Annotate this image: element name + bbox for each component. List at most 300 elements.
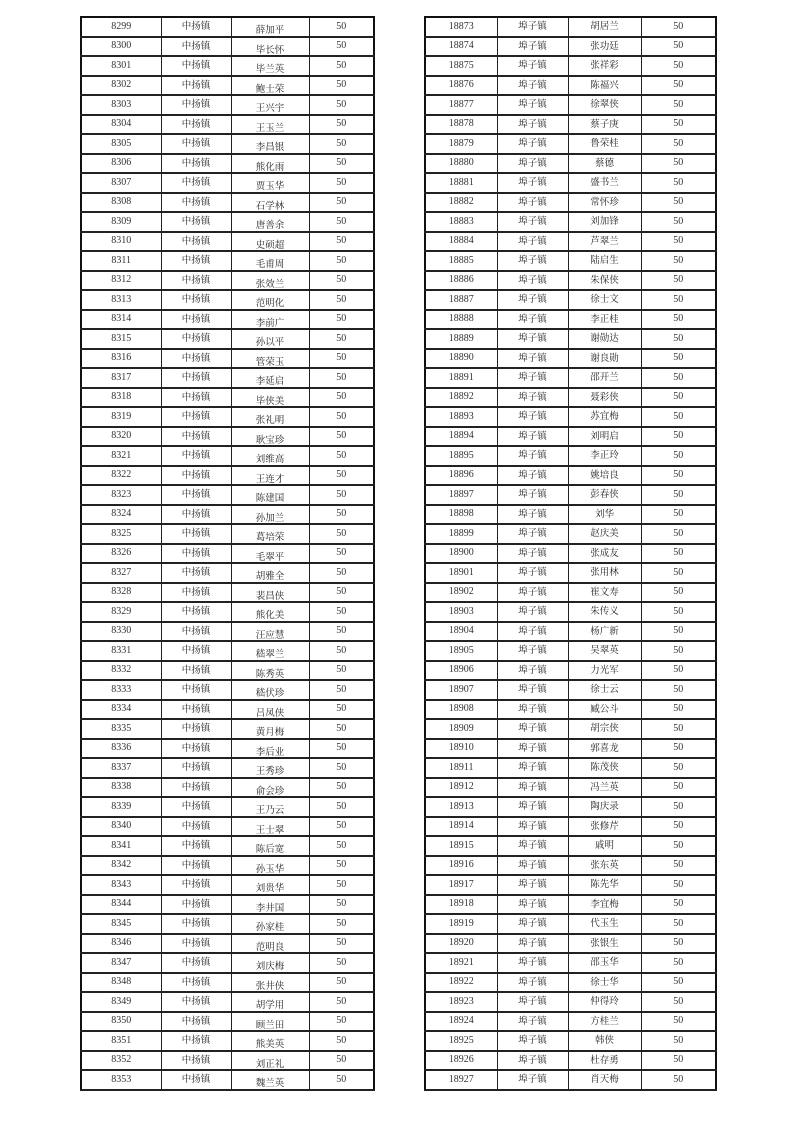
row-id-cell: 8329 <box>81 602 161 622</box>
person-name-cell: 胡学用 <box>231 992 309 1012</box>
row-id-cell: 8326 <box>81 544 161 564</box>
amount-cell: 50 <box>309 485 374 505</box>
person-name-cell: 方桂兰 <box>568 1012 641 1032</box>
table-row <box>81 856 374 876</box>
town-cell: 埠子镇 <box>497 817 568 837</box>
table-row <box>81 193 374 213</box>
town-cell: 埠子镇 <box>497 505 568 525</box>
table-row <box>81 1012 374 1032</box>
town-cell: 埠子镇 <box>497 544 568 564</box>
table-row <box>425 466 716 486</box>
amount-cell: 50 <box>641 212 716 232</box>
town-cell: 埠子镇 <box>497 583 568 603</box>
town-cell: 埠子镇 <box>497 563 568 583</box>
amount-cell: 50 <box>641 680 716 700</box>
table-row <box>81 271 374 291</box>
town-cell: 埠子镇 <box>497 1070 568 1090</box>
table-row <box>425 368 716 388</box>
person-name-cell: 石学林 <box>231 193 309 213</box>
town-cell: 中扬镇 <box>161 76 231 96</box>
person-name-cell: 顾兰田 <box>231 1012 309 1032</box>
row-id-cell: 18878 <box>425 115 497 135</box>
table-row <box>425 1051 716 1071</box>
town-cell: 中扬镇 <box>161 1012 231 1032</box>
row-id-cell: 8304 <box>81 115 161 135</box>
town-cell: 中扬镇 <box>161 446 231 466</box>
amount-cell: 50 <box>641 953 716 973</box>
row-id-cell: 8351 <box>81 1031 161 1051</box>
table-row <box>425 914 716 934</box>
row-id-cell: 8311 <box>81 251 161 271</box>
table-row <box>81 524 374 544</box>
row-id-cell: 18898 <box>425 505 497 525</box>
person-name-cell: 王连才 <box>231 466 309 486</box>
person-name-cell: 陈茂侠 <box>568 758 641 778</box>
amount-cell: 50 <box>309 563 374 583</box>
table-row <box>425 388 716 408</box>
person-name-cell: 陈先华 <box>568 875 641 895</box>
town-cell: 中扬镇 <box>161 914 231 934</box>
town-cell: 中扬镇 <box>161 797 231 817</box>
person-name-cell: 徐翠侠 <box>568 95 641 115</box>
row-id-cell: 8337 <box>81 758 161 778</box>
row-id-cell: 8350 <box>81 1012 161 1032</box>
person-name-cell: 张效兰 <box>231 271 309 291</box>
table-row <box>425 446 716 466</box>
row-id-cell: 8322 <box>81 466 161 486</box>
amount-cell: 50 <box>309 368 374 388</box>
amount-cell: 50 <box>309 251 374 271</box>
table-row <box>425 407 716 427</box>
table-row <box>425 934 716 954</box>
town-cell: 埠子镇 <box>497 56 568 76</box>
person-name-cell: 葛培荣 <box>231 524 309 544</box>
table-row <box>81 836 374 856</box>
amount-cell: 50 <box>641 914 716 934</box>
row-id-cell: 18890 <box>425 349 497 369</box>
row-id-cell: 8332 <box>81 661 161 681</box>
amount-cell: 50 <box>309 641 374 661</box>
table-row <box>81 95 374 115</box>
row-id-cell: 18918 <box>425 895 497 915</box>
amount-cell: 50 <box>309 466 374 486</box>
amount-cell: 50 <box>309 524 374 544</box>
row-id-cell: 18923 <box>425 992 497 1012</box>
table-row <box>425 602 716 622</box>
amount-cell: 50 <box>641 641 716 661</box>
amount-cell: 50 <box>309 1031 374 1051</box>
amount-cell: 50 <box>309 934 374 954</box>
row-id-cell: 8341 <box>81 836 161 856</box>
town-cell: 埠子镇 <box>497 953 568 973</box>
person-name-cell: 张祥彩 <box>568 56 641 76</box>
town-cell: 中扬镇 <box>161 271 231 291</box>
row-id-cell: 8312 <box>81 271 161 291</box>
person-name-cell: 姚培良 <box>568 466 641 486</box>
amount-cell: 50 <box>641 895 716 915</box>
table-row <box>81 1051 374 1071</box>
amount-cell: 50 <box>641 992 716 1012</box>
amount-cell: 50 <box>641 797 716 817</box>
person-name-cell: 冯兰英 <box>568 778 641 798</box>
town-cell: 中扬镇 <box>161 505 231 525</box>
row-id-cell: 8306 <box>81 154 161 174</box>
person-name-cell: 刘华 <box>568 505 641 525</box>
amount-cell: 50 <box>309 778 374 798</box>
row-id-cell: 18907 <box>425 680 497 700</box>
table-row <box>425 622 716 642</box>
table-row <box>425 583 716 603</box>
town-cell: 中扬镇 <box>161 310 231 330</box>
row-id-cell: 8333 <box>81 680 161 700</box>
amount-cell: 50 <box>641 583 716 603</box>
amount-cell: 50 <box>641 37 716 57</box>
table-row <box>425 154 716 174</box>
table-row <box>425 817 716 837</box>
amount-cell: 50 <box>309 583 374 603</box>
person-name-cell: 徐士云 <box>568 680 641 700</box>
row-id-cell: 8299 <box>81 17 161 37</box>
town-cell: 埠子镇 <box>497 719 568 739</box>
town-cell: 埠子镇 <box>497 407 568 427</box>
amount-cell: 50 <box>641 329 716 349</box>
town-cell: 埠子镇 <box>497 1012 568 1032</box>
town-cell: 中扬镇 <box>161 719 231 739</box>
row-id-cell: 8314 <box>81 310 161 330</box>
person-name-cell: 张功廷 <box>568 37 641 57</box>
table-row <box>81 232 374 252</box>
amount-cell: 50 <box>641 856 716 876</box>
town-cell: 中扬镇 <box>161 173 231 193</box>
right-roster-table <box>424 16 717 1091</box>
amount-cell: 50 <box>309 700 374 720</box>
row-id-cell: 8321 <box>81 446 161 466</box>
amount-cell: 50 <box>309 622 374 642</box>
town-cell: 埠子镇 <box>497 271 568 291</box>
table-row <box>81 1070 374 1090</box>
person-name-cell: 王乃云 <box>231 797 309 817</box>
amount-cell: 50 <box>309 427 374 447</box>
person-name-cell: 俞会珍 <box>231 778 309 798</box>
person-name-cell: 汪应慧 <box>231 622 309 642</box>
row-id-cell: 18924 <box>425 1012 497 1032</box>
person-name-cell: 李前广 <box>231 310 309 330</box>
town-cell: 埠子镇 <box>497 895 568 915</box>
person-name-cell: 崔文寿 <box>568 583 641 603</box>
row-id-cell: 8345 <box>81 914 161 934</box>
row-id-cell: 8349 <box>81 992 161 1012</box>
table-row <box>425 719 716 739</box>
amount-cell: 50 <box>641 251 716 271</box>
row-id-cell: 18883 <box>425 212 497 232</box>
person-name-cell: 赵庆美 <box>568 524 641 544</box>
town-cell: 埠子镇 <box>497 37 568 57</box>
person-name-cell: 毕侠美 <box>231 388 309 408</box>
table-row <box>425 212 716 232</box>
table-row <box>425 544 716 564</box>
amount-cell: 50 <box>309 973 374 993</box>
town-cell: 中扬镇 <box>161 1031 231 1051</box>
row-id-cell: 8302 <box>81 76 161 96</box>
row-id-cell: 18886 <box>425 271 497 291</box>
amount-cell: 50 <box>309 95 374 115</box>
person-name-cell: 盛书兰 <box>568 173 641 193</box>
table-row <box>81 797 374 817</box>
row-id-cell: 8328 <box>81 583 161 603</box>
amount-cell: 50 <box>641 934 716 954</box>
person-name-cell: 贾玉华 <box>231 173 309 193</box>
town-cell: 中扬镇 <box>161 17 231 37</box>
table-row <box>81 544 374 564</box>
row-id-cell: 18916 <box>425 856 497 876</box>
row-id-cell: 18875 <box>425 56 497 76</box>
amount-cell: 50 <box>309 1051 374 1071</box>
table-row <box>81 329 374 349</box>
person-name-cell: 陈福兴 <box>568 76 641 96</box>
person-name-cell: 韩侠 <box>568 1031 641 1051</box>
table-row <box>425 76 716 96</box>
table-row <box>81 661 374 681</box>
table-row <box>81 251 374 271</box>
row-id-cell: 8309 <box>81 212 161 232</box>
table-row <box>425 563 716 583</box>
amount-cell: 50 <box>641 485 716 505</box>
table-row <box>81 739 374 759</box>
row-id-cell: 8318 <box>81 388 161 408</box>
table-row <box>425 875 716 895</box>
row-id-cell: 8323 <box>81 485 161 505</box>
town-cell: 埠子镇 <box>497 836 568 856</box>
row-id-cell: 8300 <box>81 37 161 57</box>
town-cell: 中扬镇 <box>161 817 231 837</box>
person-name-cell: 邵玉华 <box>568 953 641 973</box>
amount-cell: 50 <box>309 719 374 739</box>
table-row <box>425 524 716 544</box>
table-row <box>81 719 374 739</box>
amount-cell: 50 <box>641 563 716 583</box>
town-cell: 埠子镇 <box>497 641 568 661</box>
table-row <box>81 17 374 37</box>
left-roster-body <box>81 17 374 1090</box>
amount-cell: 50 <box>641 232 716 252</box>
row-id-cell: 18885 <box>425 251 497 271</box>
table-row <box>81 505 374 525</box>
town-cell: 埠子镇 <box>497 173 568 193</box>
amount-cell: 50 <box>309 154 374 174</box>
table-row <box>425 17 716 37</box>
town-cell: 中扬镇 <box>161 95 231 115</box>
person-name-cell: 唐善余 <box>231 212 309 232</box>
amount-cell: 50 <box>309 914 374 934</box>
amount-cell: 50 <box>641 622 716 642</box>
town-cell: 埠子镇 <box>497 875 568 895</box>
table-row <box>81 973 374 993</box>
town-cell: 中扬镇 <box>161 544 231 564</box>
town-cell: 中扬镇 <box>161 232 231 252</box>
amount-cell: 50 <box>309 115 374 135</box>
amount-cell: 50 <box>309 134 374 154</box>
person-name-cell: 毕兰英 <box>231 56 309 76</box>
row-id-cell: 8336 <box>81 739 161 759</box>
table-row <box>81 388 374 408</box>
table-row <box>425 856 716 876</box>
row-id-cell: 8319 <box>81 407 161 427</box>
table-row <box>425 895 716 915</box>
town-cell: 中扬镇 <box>161 427 231 447</box>
person-name-cell: 陆启生 <box>568 251 641 271</box>
person-name-cell: 吕凤侠 <box>231 700 309 720</box>
amount-cell: 50 <box>641 134 716 154</box>
amount-cell: 50 <box>641 95 716 115</box>
amount-cell: 50 <box>309 310 374 330</box>
town-cell: 中扬镇 <box>161 1070 231 1090</box>
row-id-cell: 8339 <box>81 797 161 817</box>
table-row <box>81 173 374 193</box>
table-row <box>81 1031 374 1051</box>
row-id-cell: 18903 <box>425 602 497 622</box>
amount-cell: 50 <box>641 836 716 856</box>
row-id-cell: 18904 <box>425 622 497 642</box>
row-id-cell: 8344 <box>81 895 161 915</box>
town-cell: 中扬镇 <box>161 212 231 232</box>
town-cell: 埠子镇 <box>497 992 568 1012</box>
table-row <box>425 251 716 271</box>
row-id-cell: 18892 <box>425 388 497 408</box>
person-name-cell: 李井国 <box>231 895 309 915</box>
person-name-cell: 毛甫周 <box>231 251 309 271</box>
amount-cell: 50 <box>641 661 716 681</box>
town-cell: 中扬镇 <box>161 407 231 427</box>
row-id-cell: 18919 <box>425 914 497 934</box>
person-name-cell: 朱传义 <box>568 602 641 622</box>
person-name-cell: 孙加兰 <box>231 505 309 525</box>
person-name-cell: 孙玉华 <box>231 856 309 876</box>
amount-cell: 50 <box>641 115 716 135</box>
person-name-cell: 熊化美 <box>231 602 309 622</box>
town-cell: 埠子镇 <box>497 973 568 993</box>
amount-cell: 50 <box>641 388 716 408</box>
person-name-cell: 力光军 <box>568 661 641 681</box>
table-row <box>425 797 716 817</box>
table-row <box>81 992 374 1012</box>
town-cell: 埠子镇 <box>497 290 568 310</box>
town-cell: 埠子镇 <box>497 17 568 37</box>
town-cell: 中扬镇 <box>161 934 231 954</box>
person-name-cell: 吴翠英 <box>568 641 641 661</box>
row-id-cell: 18908 <box>425 700 497 720</box>
amount-cell: 50 <box>641 973 716 993</box>
row-id-cell: 8313 <box>81 290 161 310</box>
table-row <box>81 641 374 661</box>
row-id-cell: 18925 <box>425 1031 497 1051</box>
row-id-cell: 8310 <box>81 232 161 252</box>
row-id-cell: 18877 <box>425 95 497 115</box>
town-cell: 中扬镇 <box>161 193 231 213</box>
table-row <box>81 758 374 778</box>
table-row <box>425 641 716 661</box>
town-cell: 埠子镇 <box>497 856 568 876</box>
table-row <box>425 836 716 856</box>
row-id-cell: 18874 <box>425 37 497 57</box>
amount-cell: 50 <box>641 602 716 622</box>
person-name-cell: 熊化雨 <box>231 154 309 174</box>
town-cell: 中扬镇 <box>161 973 231 993</box>
town-cell: 中扬镇 <box>161 154 231 174</box>
amount-cell: 50 <box>641 466 716 486</box>
table-row <box>81 583 374 603</box>
person-name-cell: 张用林 <box>568 563 641 583</box>
town-cell: 埠子镇 <box>497 797 568 817</box>
person-name-cell: 管荣玉 <box>231 349 309 369</box>
town-cell: 埠子镇 <box>497 349 568 369</box>
amount-cell: 50 <box>641 349 716 369</box>
row-id-cell: 8317 <box>81 368 161 388</box>
amount-cell: 50 <box>309 349 374 369</box>
table-row <box>81 563 374 583</box>
amount-cell: 50 <box>309 407 374 427</box>
row-id-cell: 18884 <box>425 232 497 252</box>
table-row <box>81 934 374 954</box>
person-name-cell: 胡雅全 <box>231 563 309 583</box>
person-name-cell: 杜存勇 <box>568 1051 641 1071</box>
town-cell: 中扬镇 <box>161 641 231 661</box>
amount-cell: 50 <box>641 271 716 291</box>
row-id-cell: 18921 <box>425 953 497 973</box>
row-id-cell: 18901 <box>425 563 497 583</box>
town-cell: 中扬镇 <box>161 739 231 759</box>
amount-cell: 50 <box>309 992 374 1012</box>
town-cell: 埠子镇 <box>497 602 568 622</box>
town-cell: 埠子镇 <box>497 934 568 954</box>
row-id-cell: 18900 <box>425 544 497 564</box>
person-name-cell: 李后业 <box>231 739 309 759</box>
row-id-cell: 8324 <box>81 505 161 525</box>
row-id-cell: 18911 <box>425 758 497 778</box>
table-row <box>81 134 374 154</box>
table-row <box>425 758 716 778</box>
amount-cell: 50 <box>641 173 716 193</box>
person-name-cell: 王士翠 <box>231 817 309 837</box>
person-name-cell: 陈秀英 <box>231 661 309 681</box>
town-cell: 埠子镇 <box>497 524 568 544</box>
row-id-cell: 8330 <box>81 622 161 642</box>
amount-cell: 50 <box>309 856 374 876</box>
row-id-cell: 18926 <box>425 1051 497 1071</box>
row-id-cell: 8301 <box>81 56 161 76</box>
amount-cell: 50 <box>641 1031 716 1051</box>
row-id-cell: 8305 <box>81 134 161 154</box>
table-row <box>81 446 374 466</box>
row-id-cell: 8353 <box>81 1070 161 1090</box>
row-id-cell: 8342 <box>81 856 161 876</box>
amount-cell: 50 <box>641 875 716 895</box>
table-row <box>425 115 716 135</box>
row-id-cell: 8335 <box>81 719 161 739</box>
table-row <box>425 349 716 369</box>
table-row <box>81 680 374 700</box>
person-name-cell: 李昌银 <box>231 134 309 154</box>
row-id-cell: 18882 <box>425 193 497 213</box>
amount-cell: 50 <box>309 212 374 232</box>
town-cell: 埠子镇 <box>497 778 568 798</box>
row-id-cell: 18906 <box>425 661 497 681</box>
row-id-cell: 18915 <box>425 836 497 856</box>
table-row <box>81 914 374 934</box>
town-cell: 中扬镇 <box>161 856 231 876</box>
table-row <box>425 329 716 349</box>
row-id-cell: 18899 <box>425 524 497 544</box>
amount-cell: 50 <box>309 232 374 252</box>
